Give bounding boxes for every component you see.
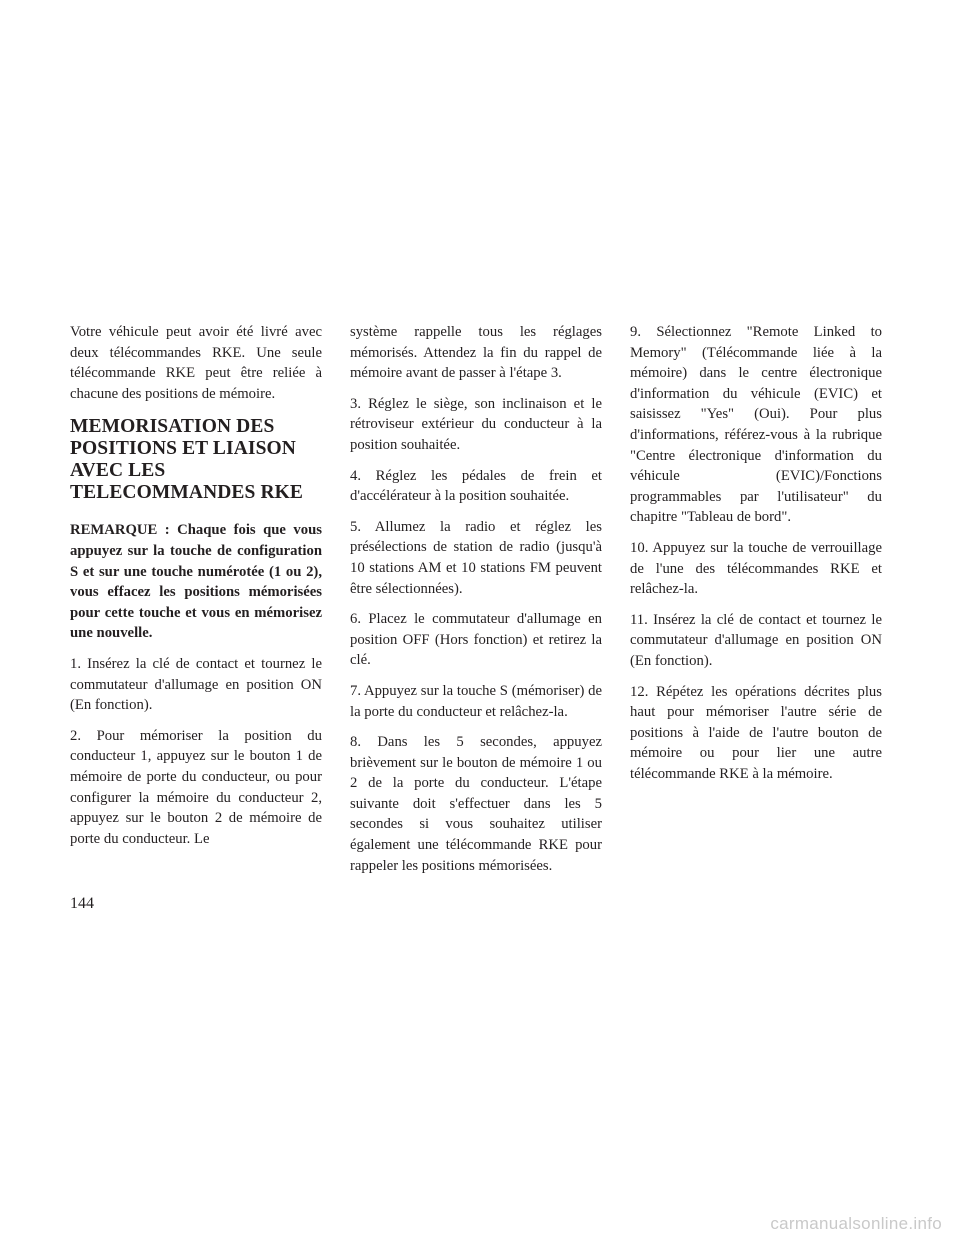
step-6: 6. Placez le commutateur d'allumage en position OFF (Hors fonction) et retirez la clé. [350, 611, 602, 669]
step-9: 9. Sélectionnez "Remote Linked to Memory" (Télécommande liée à la mémoire) dans le centre électronique d'information du véhicule (EVIC) et saisissez "Yes" (Oui). Pour plus d'informations, référez-vous à la rubrique "Centre électronique d'information du véhicule (EVIC)/Fonctions programmables par l'utilisateur" du chapitre "Tableau de bord". [630, 324, 882, 526]
watermark: carmanualsonline.info [770, 1214, 942, 1233]
section-title-line: AVEC LES [70, 460, 166, 482]
step-5: 5. Allumez la radio et réglez les présélections de station de radio (jusqu'à 10 stations AM et 10 stations FM peuvent être sélectionnées). [350, 518, 602, 597]
step-7: 7. Appuyez sur la touche S (mémoriser) de la porte du conducteur et relâchez-la. [350, 682, 602, 720]
section-title-line: POSITIONS ET LIAISON [70, 438, 296, 460]
section-title-line: MEMORISATION DES [70, 416, 275, 438]
step-12: 12. Répétez les opérations décrites plus haut pour mémoriser l'autre série de positions à l'aide de l'autre bouton de mémoire ou pour lier une autre télécommande RKE à la mémoire. [630, 683, 882, 782]
step-3: 3. Réglez le siège, son inclinaison et le rétroviseur extérieur du conducteur à la position souhaitée. [350, 395, 602, 453]
column-left [70, 322, 322, 859]
step-11: 11. Insérez la clé de contact et tournez le commutateur d'allumage en position ON (En fonction). [630, 611, 882, 669]
step-2-part-b: système rappelle tous les réglages mémorisés. Attendez la fin du rappel de mémoire avant de passer à l'étape 3. [350, 324, 602, 382]
page-number: 144 [70, 895, 94, 912]
column-right [630, 322, 882, 794]
step-8: 8. Dans les 5 secondes, appuyez brièvement sur le bouton de mémoire 1 ou 2 de la porte du conducteur. L'étape suivante doit s'effectuer dans les 5 secondes si vous souhaitez utiliser également une télécommande RKE pour rappeler les positions mémorisées. [350, 734, 602, 874]
section-title [70, 416, 322, 504]
note-paragraph: REMARQUE : Chaque fois que vous appuyez sur la touche de configuration S et sur une touche numérotée (1 ou 2), vous effacez les positions mémorisées pour cette touche et vous en mémorisez une nouvelle. [70, 522, 322, 642]
step-4: 4. Réglez les pédales de frein et d'accélérateur à la position souhaitée. [350, 467, 602, 505]
intro-paragraph: Votre véhicule peut avoir été livré avec deux télécommandes RKE. Une seule télécommande RKE peut être reliée à chacune des positions de mémoire. [70, 324, 322, 402]
section-title-line: TELECOMMANDES RKE [70, 482, 304, 504]
step-2-part-a: 2. Pour mémoriser la position du conducteur 1, appuyez sur le bouton 1 de mémoire de porte du conducteur, ou pour configurer la mémoire du conducteur 2, appuyez sur le bouton 2 de mémoire de porte du conducteur. Le [70, 727, 322, 847]
column-middle [350, 322, 602, 886]
step-1: 1. Insérez la clé de contact et tournez le commutateur d'allumage en position ON (En fonction). [70, 655, 322, 714]
step-10: 10. Appuyez sur la touche de verrouillage de l'une des télécommandes RKE et relâchez-la. [630, 539, 882, 598]
